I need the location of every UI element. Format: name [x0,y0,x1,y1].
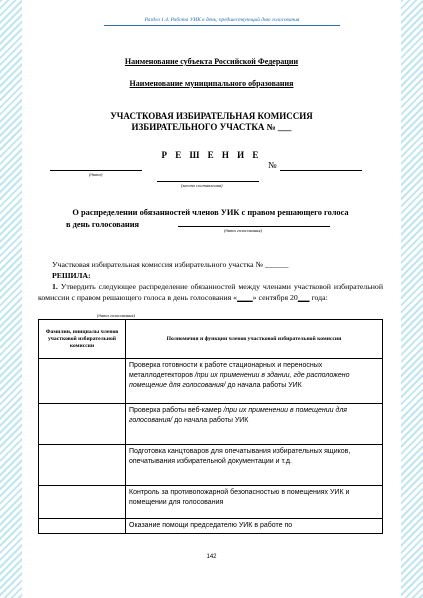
commission-line-1: УЧАСТКОВАЯ ИЗБИРАТЕЛЬНАЯ КОМИССИЯ [110,111,313,121]
duty-text-end: до начала работы УИК [225,382,302,389]
duty-italic-note: /при их применении в помещении для голосования/ [129,407,348,424]
item-1-text-c: года: [309,292,328,302]
table-row [39,404,383,445]
duties-table [38,319,383,534]
table-header-row [39,320,383,359]
item-1-year-blank: ___ [297,292,310,302]
voting-date-caption-2: (дата голосования) [97,313,136,318]
subject-name-heading: Наименование субъекта Российской Федерации [124,57,299,66]
place-caption: (место составления) [181,183,223,188]
running-header: Раздел 1.4. Работа УИК в день, предшествующий дню голосования [104,17,340,26]
decided-label: РЕШИЛА: [52,271,91,280]
municipal-name-heading: Наименование муниципального образования [129,79,294,88]
duty-cell: Подготовка канцтоваров для опечатывания избирательных ящиков, опечатывания избирательной документации и т.д. [126,445,383,486]
decision-title: Р Е Ш Е Н И Е [161,150,262,160]
table-row [39,359,383,404]
member-name-cell[interactable] [39,519,126,534]
voting-date-blank-line [178,226,330,227]
duty-italic-note: /при их применении в здании, где расположено помещение для голосования/ [129,372,350,389]
duty-cell: Оказание помощи председателю УИК в работе по [126,519,383,534]
commission-heading [40,111,383,133]
duty-cell [126,359,383,404]
number-blank-line [280,170,362,171]
member-name-cell[interactable] [39,486,126,519]
decorative-stripe-right [401,0,423,598]
duty-cell: Контроль за противопожарной безопасностью в помещениях УИК и помещении для голосования [126,486,383,519]
subject-line-1: О распределении обязанностей членов УИК с правом решающего голоса [72,208,349,217]
table-row [39,445,383,486]
number-label: № [268,160,277,170]
place-blank-line [157,181,259,182]
item-1-text-a: Утвердить следующее распределение обязанностей между членами участковой избирательной комиссии с правом решающего голоса в день голосования « [38,282,383,302]
item-1-day-blank: ____ [237,292,253,302]
item-1-number: 1. [52,282,58,291]
member-name-cell[interactable] [39,359,126,404]
subject-line-2: в день голосования [66,219,140,229]
member-name-cell[interactable] [39,404,126,445]
page-number: 142 [206,554,217,560]
item-1-paragraph [38,282,383,303]
column-header-names: Фамилии, инициалы членов участковой избирательной комиссии [39,320,126,359]
duty-text: Проверка готовности к работе стационарных и переносных металлодетекторов [129,362,323,379]
duty-cell [126,404,383,445]
table-row [39,519,383,534]
duty-text: Проверка работы веб-камер [129,407,224,414]
voting-date-caption: (дата голосования) [224,228,263,233]
member-name-cell[interactable] [39,445,126,486]
date-blank-line [50,170,142,171]
table-row [39,486,383,519]
duty-text-end: до начала работы УИК [172,417,249,424]
intro-paragraph: Участковая избирательная комиссия избирательного участка № ______ [52,260,289,269]
decorative-stripe-left [0,0,22,598]
date-caption: (дата) [89,172,103,177]
column-header-duties: Полномочия и функции членов участковой избирательной комиссии [126,320,383,359]
item-1-text-b: » сентября 20 [252,292,298,302]
commission-line-2: ИЗБИРАТЕЛЬНОГО УЧАСТКА № ___ [131,122,292,132]
